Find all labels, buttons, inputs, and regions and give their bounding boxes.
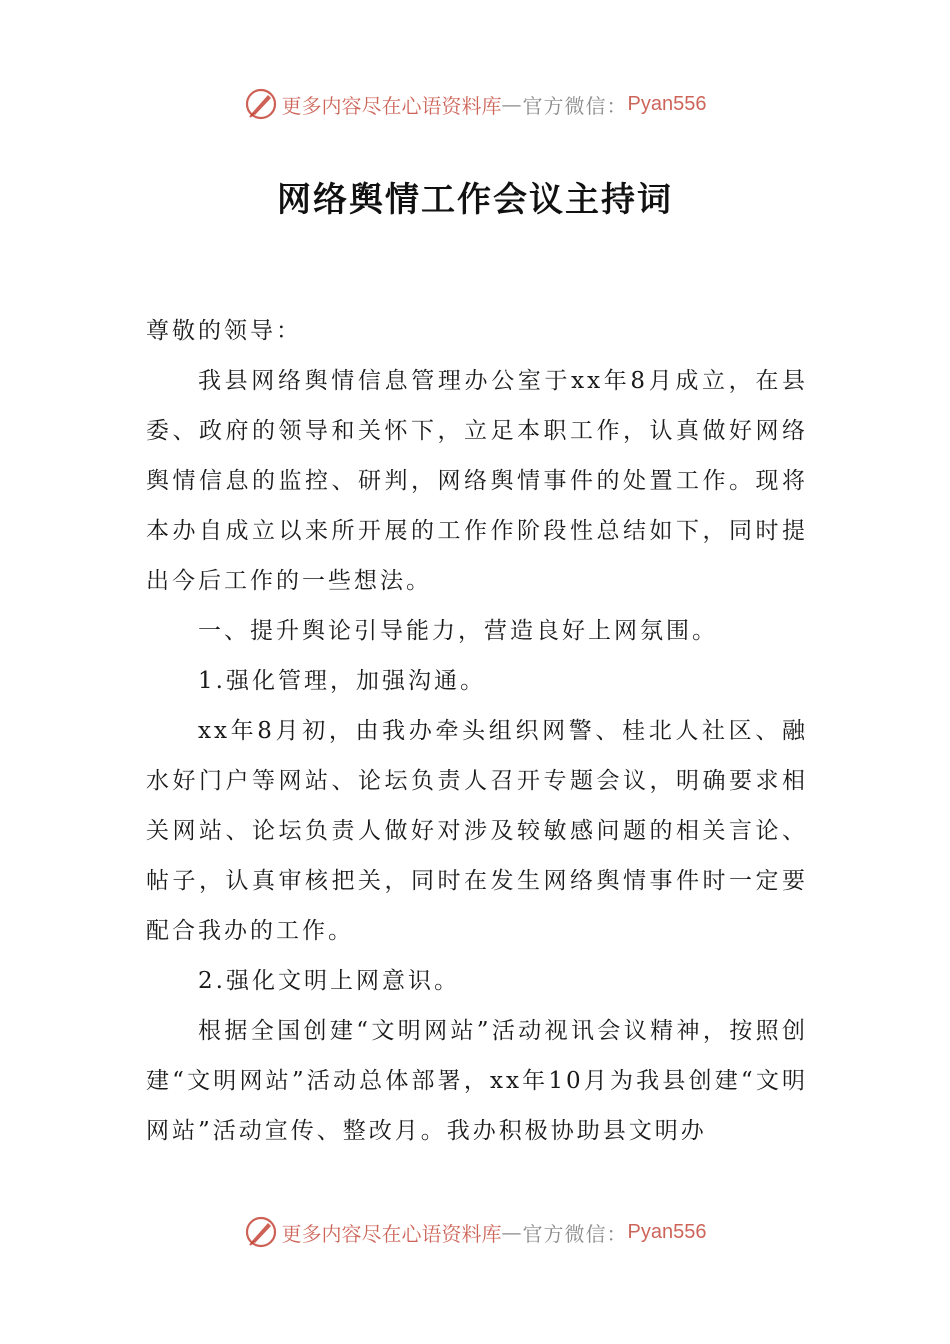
banner-dash: —	[501, 1220, 523, 1244]
banner-account-id: Pyan556	[627, 1220, 707, 1243]
body-paragraph: 根据全国创建“文明网站”活动视讯会议精神，按照创建“文明网站”活动总体部署，xx年10月为我县创建“文明网站”活动宣传、整改月。我办积极协助县文明办	[146, 1018, 808, 1144]
quill-logo-icon	[244, 1215, 278, 1249]
quill-logo-icon	[244, 87, 278, 121]
subsection-heading: 1.强化管理，加强沟通。	[198, 668, 486, 694]
header-watermark-banner	[0, 84, 950, 124]
footer-watermark-banner	[0, 1212, 950, 1252]
document-title: 网络舆情工作会议主持词	[277, 180, 673, 220]
body-paragraph: xx年8月初，由我办牵头组织网警、桂北人社区、融水好门户等网站、论坛负责人召开专题会议，明确要求相关网站、论坛负责人做好对涉及较敏感问题的相关言论、帖子，认真审核把关，同时在发生网络舆情事件时一定要配合我办的工作。	[146, 718, 808, 944]
banner-site-text: 更多内容尽在心语资料库	[281, 93, 502, 118]
subsection-heading: 2.强化文明上网意识。	[198, 968, 460, 994]
body-paragraph: 我县网络舆情信息管理办公室于xx年8月成立，在县委、政府的领导和关怀下，立足本职工作，认真做好网络舆情信息的监控、研判，网络舆情事件的处置工作。现将本办自成立以来所开展的工作作阶段性总结如下，同时提出今后工作的一些想法。	[146, 368, 808, 594]
banner-account-label: 官方微信：	[522, 93, 628, 118]
banner-account-label: 官方微信：	[522, 1221, 628, 1246]
banner-dash: —	[501, 92, 523, 116]
banner-account-id: Pyan556	[627, 92, 707, 115]
banner-site-text: 更多内容尽在心语资料库	[281, 1221, 502, 1246]
section-heading: 一、提升舆论引导能力，营造良好上网氛围。	[198, 618, 718, 644]
salutation-paragraph: 尊敬的领导：	[146, 318, 302, 344]
document-body	[146, 306, 808, 1156]
